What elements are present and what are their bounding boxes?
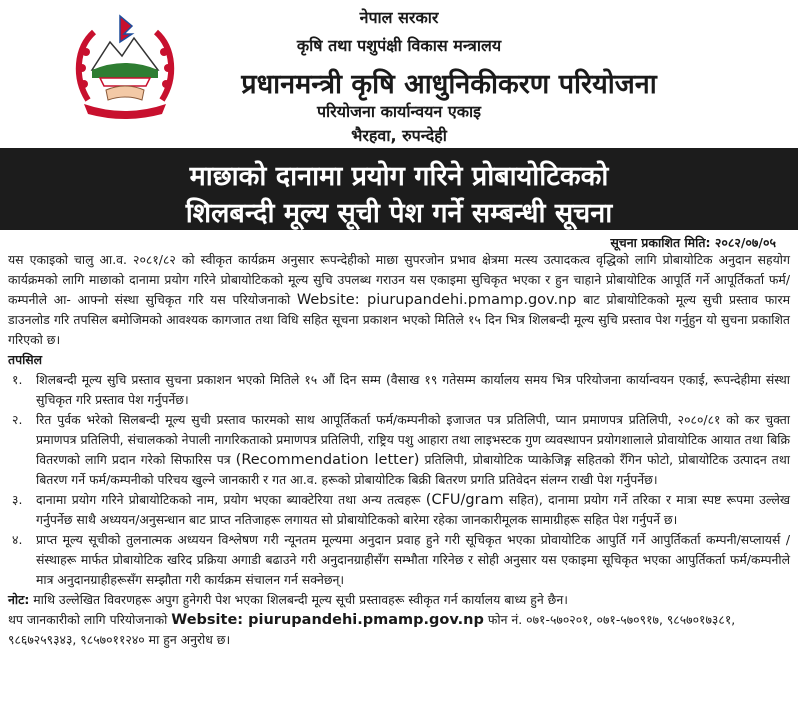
intro-text-2: बाट प्रोबायोटिकको मूल्य सुची प्रस्ताव फारम डाउनलोड गरि तपसिल बमोजिमको आवश्यक कागजात तथा विधि सहित सूचना प्रकाशन भएको मितिले १५ दिन भित्र शिलबन्दी मूल्य सुचि प्रस्ताव पेश गर्नुहुन यो सुचना प्रकाशित गरिएको छ। bbox=[8, 292, 790, 347]
government-name: नेपाल सरकार bbox=[359, 8, 439, 27]
note-paragraph bbox=[8, 590, 790, 610]
list-item-text: शिलबन्दी मूल्य सुचि प्रस्ताव सुचना प्रकाशन भएको मितिले १५ औं दिन सम्म (वैसाख १९ गतेसम्म कार्यालय समय भित्र परियोजना कार्यान्वयन एकाई, रूपन्देहीमा संस्था सुचिकृत गरि प्रस्ताव पेश गर्नुपर्नेछ। bbox=[36, 372, 790, 407]
notice-body bbox=[8, 250, 790, 650]
document-header bbox=[0, 0, 798, 148]
contact-text-1: थप जानकारीको लागि परियोजनाको bbox=[8, 612, 172, 627]
list-item-text-b: सहित), दानामा प्रयोग गर्ने तरिका र मात्रा स्पष्ट रूपमा उल्लेख गर्नुपर्नेछ साथै अध्ययन/अनुसन्धान बाट प्राप्त नतिजाहरू लगायत सो प्रोबायोटिकको बारेमा रहेका जानकारीमूलक सामाग्रीहरू सहित पेश गर्नुपर्ने छ। bbox=[36, 492, 790, 527]
project-name: प्रधानमन्त्री कृषि आधुनिकीकरण परियोजना bbox=[241, 69, 657, 100]
list-item-text-a: रित पुर्वक भरेको सिलबन्दी मूल्य सुची प्रस्ताव फारमको साथ आपूर्तिकर्ता फर्म/कम्पनीको इजाजत पत्र प्रतिलिपी, प्यान प्रमाणपत्र प्रतिलिपी, २०८०/८१ को कर चुक्ता प्रमाणपत्र प्रतिलिपी, संचालकको नेपाली नागरिकताको प्रमाणपत्र प्रतिलिपी, राष्ट्रिय पशु आहारा तथा लाइभस्टक गुण व्यवस्थापन प्रयोगशालाले प्रोवायोटिक आयात तथा बिक्रि वितरणको लागि प्रदान गरेको सिफारिस पत्र bbox=[36, 412, 790, 467]
notice-title-line-2: शिलबन्दी मूल्य सूची पेश गर्ने सम्बन्धी सूचना bbox=[185, 198, 613, 229]
website-link[interactable]: Website: piurupandehi.pmamp.gov.np bbox=[171, 612, 484, 628]
contact-text-2: फोन नं. ०७१-५७०२०१, ०७१-५७०९१७, ९८५७०१७३८१, ९८६७२५९३४३, ९८५७०११२४० मा हुन अनुरोध छ। bbox=[8, 612, 736, 647]
list-item-text bbox=[36, 490, 790, 530]
list-item bbox=[8, 490, 790, 530]
publish-date: सूचना प्रकाशित मिति: २०८२/०७/०५ bbox=[610, 235, 776, 250]
notice-title-banner bbox=[0, 148, 798, 230]
section-title: तपसिल bbox=[8, 352, 43, 367]
unit-name: परियोजना कार्यान्वयन एकाइ bbox=[316, 102, 482, 121]
list-item-number: १. bbox=[12, 372, 23, 387]
contact-paragraph bbox=[8, 610, 790, 650]
list-item-number: ३. bbox=[12, 492, 23, 507]
list-item-text: प्राप्त मूल्य सूचीको तुलनात्मक अध्ययन विश्लेषण गरी न्यूनतम मूल्यमा अनुदान प्रवाह हुने गरी सूचिकृत भएका प्रोवायोटिक आपुर्ति गर्ने आपुर्तिकर्ता कम्पनी/सप्लायर्स / संस्थाहरू मार्फत प्रोबायोटिक खरिद प्रक्रिया अगाडी बढाउने गरी अनुदानग्राहीसँग सम्भौता गरिनेछ र सोही अनुसार यस एकाइमा सूचिकृत भएका आपुर्तिकर्ता फर्म/कम्पनीले मात्र अनुदानग्राहीहरूसँग सम्झौता गरी कार्यक्रम संचालन गर्न सक्नेछन्। bbox=[36, 532, 791, 587]
list-item-number: ४. bbox=[12, 532, 23, 547]
list-item-text-a: दानामा प्रयोग गरिने प्रोबायोटिकको नाम, प्रयोग भएका ब्याक्टेरिया तथा अन्य तत्वहरू bbox=[36, 492, 426, 507]
intro-paragraph bbox=[8, 250, 790, 350]
note-text: माथि उल्लेखित विवरणहरू अपुग हुनेगरी पेश भएका शिलबन्दी मूल्य सूची प्रस्तावहरू स्वीकृत गर्न कार्यालय बाध्य हुने छैन। bbox=[29, 592, 568, 607]
office-location: भैरहवा, रुपन्देही bbox=[351, 126, 447, 145]
list-item-number: २. bbox=[12, 412, 23, 427]
website-link[interactable]: Website: piurupandehi.pmamp.gov.np bbox=[296, 292, 577, 308]
recommendation-letter-label: (Recommendation letter) bbox=[235, 452, 420, 468]
list-item-text bbox=[36, 410, 790, 490]
cfu-gram-label: (CFU/gram bbox=[425, 492, 504, 508]
ministry-name: कृषि तथा पशुपंक्षी विकास मन्त्रालय bbox=[296, 36, 502, 55]
notice-title-line-1: माछाको दानामा प्रयोग गरिने प्रोबायोटिकको bbox=[189, 161, 609, 192]
list-item bbox=[8, 410, 790, 490]
note-label: नोट: bbox=[8, 592, 30, 607]
list-item-text-b: प्रतिलिपी, प्रोबायोटिक प्याकेजिङ्ग सहितको रँगिन फोटो, प्रोबायोटिक उत्पादन तथा बितरण गर्ने फर्म/कम्पनीको परिचय खुल्ने जानकारी र गत आ.व. हरूको प्रोबायोटिक बिक्री बितरण प्रगति प्रतिवेदन संलग्न राखी पेश गर्नुपर्नेछ। bbox=[36, 452, 790, 487]
intro-text-1: यस एकाइको चालु आ.व. २०८१/८२ को स्वीकृत कार्यक्रम अनुसार रूपन्देहीको माछा सुपरजोन प्रभाव क्षेत्रमा मत्स्य उत्पादकत्व वृद्धिको लागि प्रोबायोटिक अनुदान सहयोग कार्यक्रमको लागि माछाको दानामा प्रयोग गरिने प्रोबायोटिकको मूल्य सुचि उपलब्ध गराउन यस एकाइमा सुचिकृत भएका र हुन चाहाने प्रोबायोटिक आपूर्ति गर्ने आपूर्तिकर्ता फर्म/कम्पनीले आ- आफ्नो संस्था सुचिकृत गरि यस परियोजनाको bbox=[8, 252, 790, 307]
list-item bbox=[8, 370, 790, 410]
list-item bbox=[8, 530, 790, 590]
